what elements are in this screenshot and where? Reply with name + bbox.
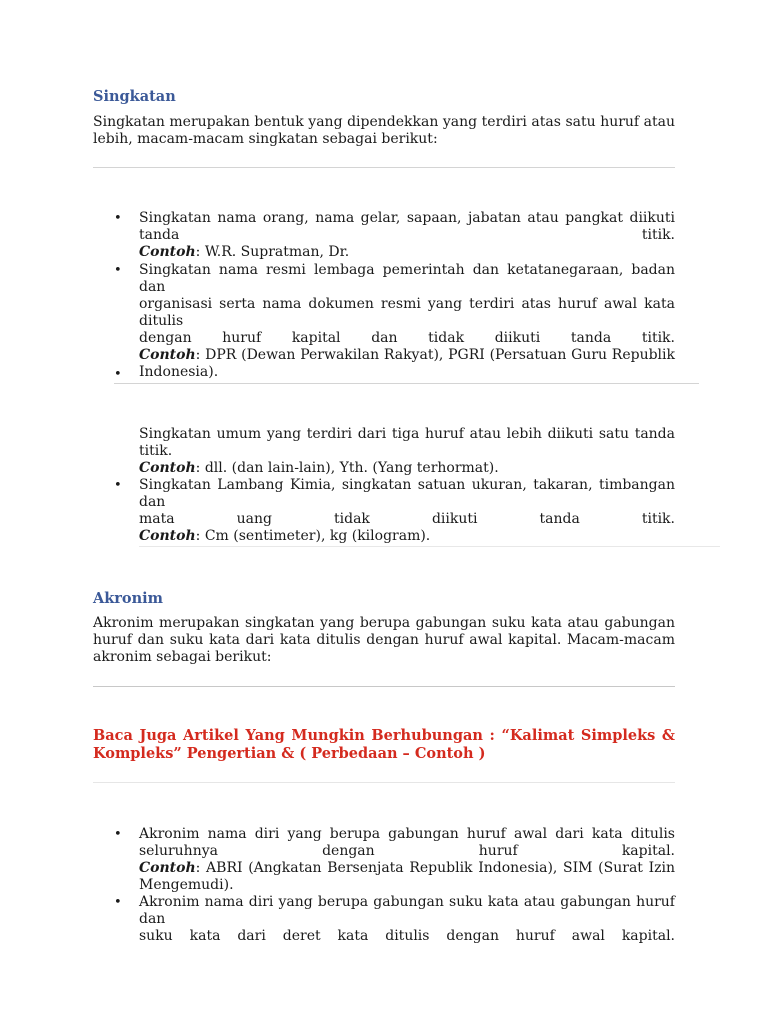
- example-label: Contoh: [139, 460, 196, 476]
- bullet-icon: •: [114, 263, 122, 278]
- example-text: : Cm (sentimeter), kg (kilogram).: [195, 528, 431, 544]
- bullet-icon: •: [114, 895, 122, 910]
- example-text: : DPR (Dewan Perwakilan Rakyat), PGRI (Persatuan Guru Republik Indonesia).: [139, 347, 675, 380]
- bullet-icon: •: [114, 367, 122, 382]
- divider: [93, 167, 675, 168]
- example-label: Contoh: [139, 347, 196, 363]
- divider: [93, 782, 675, 783]
- example-text: : dll. (dan lain-lain), Yth. (Yang terhormat).: [195, 460, 499, 476]
- example-line: [139, 860, 675, 894]
- example-label: Contoh: [139, 528, 196, 544]
- item-text: tanda: [139, 227, 180, 243]
- item-text: dengan huruf kapital dan tidak diikuti tanda titik.: [139, 330, 675, 346]
- list-item: [139, 894, 675, 945]
- related-link-text[interactable]: Kompleks” Pengertian & ( Perbedaan – Contoh ): [93, 745, 486, 762]
- singkatan-intro: Singkatan merupakan bentuk yang dipendekkan yang terdiri atas satu huruf atau lebih, macam-macam singkatan sebagai berikut:: [93, 114, 675, 147]
- item-text: Singkatan nama orang, nama gelar, sapaan, jabatan atau pangkat diikuti: [139, 210, 675, 226]
- section-heading-akronim: Akronim: [93, 590, 164, 607]
- item-text: Singkatan umum yang terdiri dari tiga huruf atau lebih diikuti satu tanda titik.: [139, 426, 675, 459]
- list-item: [139, 210, 675, 261]
- example-line: [139, 347, 675, 381]
- bullet-icon: •: [114, 478, 122, 493]
- example-label: Contoh: [139, 244, 196, 260]
- item-text: mata uang tidak diikuti tanda titik.: [139, 511, 675, 527]
- item-text: Singkatan Lambang Kimia, singkatan satuan ukuran, takaran, timbangan dan: [139, 477, 675, 510]
- example-text: : W.R. Supratman, Dr.: [195, 244, 350, 260]
- list-item: [139, 477, 675, 545]
- example-line: [139, 244, 675, 261]
- bullet-icon: •: [114, 211, 122, 226]
- item-text-wrap: [139, 227, 675, 244]
- related-link-text[interactable]: Baca Juga Artikel Yang Mungkin Berhubungan : “Kalimat Simpleks &: [93, 727, 675, 744]
- divider: [114, 383, 699, 384]
- item-text: Akronim nama diri yang berupa gabungan suku kata atau gabungan huruf dan: [139, 894, 675, 927]
- section-heading-singkatan: Singkatan: [93, 88, 176, 105]
- divider: [93, 686, 675, 687]
- related-article-link[interactable]: [93, 727, 675, 763]
- item-text: organisasi serta nama dokumen resmi yang terdiri atas huruf awal kata ditulis: [139, 296, 675, 329]
- bullet-icon: •: [114, 827, 122, 842]
- list-item: [139, 826, 675, 894]
- list-item: [139, 262, 675, 381]
- akronim-intro: Akronim merupakan singkatan yang berupa gabungan suku kata atau gabungan huruf dan suku kata dari kata ditulis dengan huruf awal kapital. Macam-macam akronim sebagai berikut:: [93, 615, 675, 665]
- example-label: Contoh: [139, 860, 196, 876]
- divider: [139, 546, 720, 547]
- item-text: suku kata dari deret kata ditulis dengan huruf awal kapital.: [139, 928, 675, 944]
- item-text: seluruhnya dengan huruf kapital.: [139, 843, 675, 859]
- item-text: Akronim nama diri yang berupa gabungan huruf awal dari kata ditulis: [139, 826, 675, 842]
- example-line: [139, 460, 675, 477]
- item-text: Singkatan nama resmi lembaga pemerintah dan ketatanegaraan, badan dan: [139, 262, 675, 295]
- list-item: [139, 426, 675, 477]
- item-text: titik.: [641, 227, 675, 243]
- example-line: [139, 528, 675, 545]
- example-text: : ABRI (Angkatan Bersenjata Republik Indonesia), SIM (Surat Izin Mengemudi).: [139, 860, 675, 893]
